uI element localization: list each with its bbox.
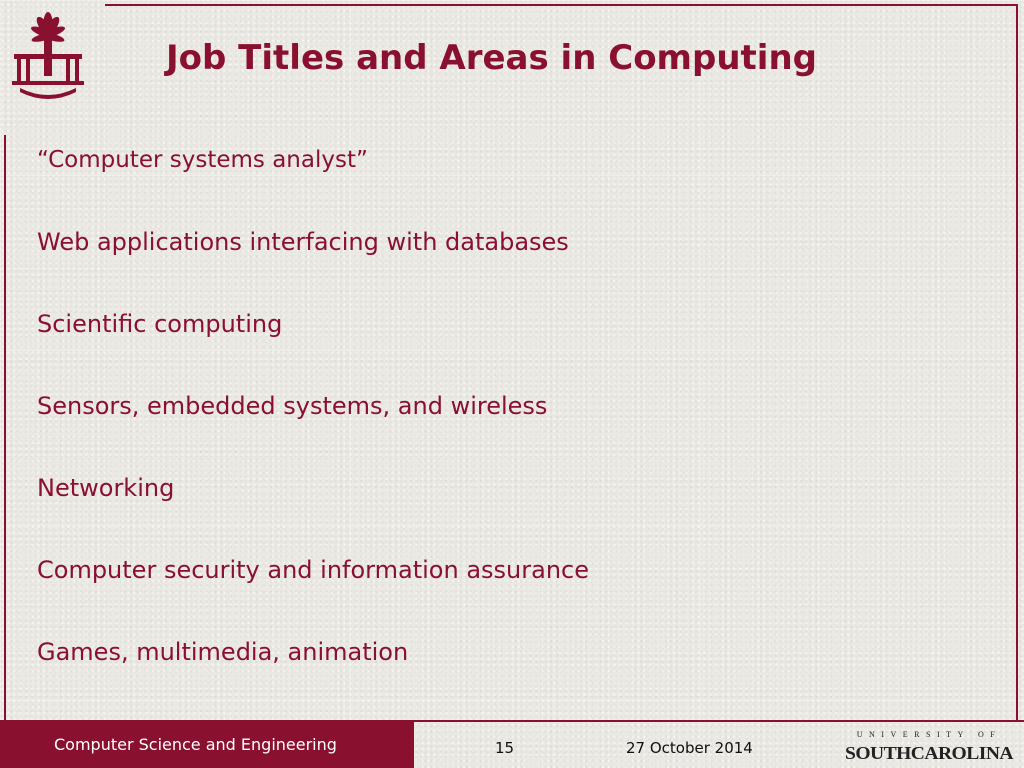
border-left (4, 135, 6, 720)
border-right (1016, 4, 1018, 720)
bullet-item: Networking (37, 474, 175, 502)
bullet-item: Scientific computing (37, 310, 283, 338)
bullet-item: Computer security and information assurance (37, 556, 589, 584)
footer-date: 27 October 2014 (626, 739, 753, 757)
logo-text-main: SOUTHCAROLINA (845, 743, 1014, 763)
bullet-item: Games, multimedia, animation (37, 638, 409, 666)
slide-title: Job Titles and Areas in Computing (166, 38, 817, 78)
bullet-item: “Computer systems analyst” (37, 147, 368, 173)
footer-department: Computer Science and Engineering (54, 735, 337, 754)
palmetto-tree-seal-icon (10, 8, 86, 102)
page-number: 15 (495, 739, 515, 757)
university-logo (840, 728, 1018, 764)
border-top (105, 4, 1018, 6)
bullet-list (37, 142, 589, 716)
logo-text-top: UNIVERSITY OF (856, 730, 1002, 739)
bullet-item: Sensors, embedded systems, and wireless (37, 392, 548, 420)
bullet-item: Web applications interfacing with databases (37, 228, 569, 256)
